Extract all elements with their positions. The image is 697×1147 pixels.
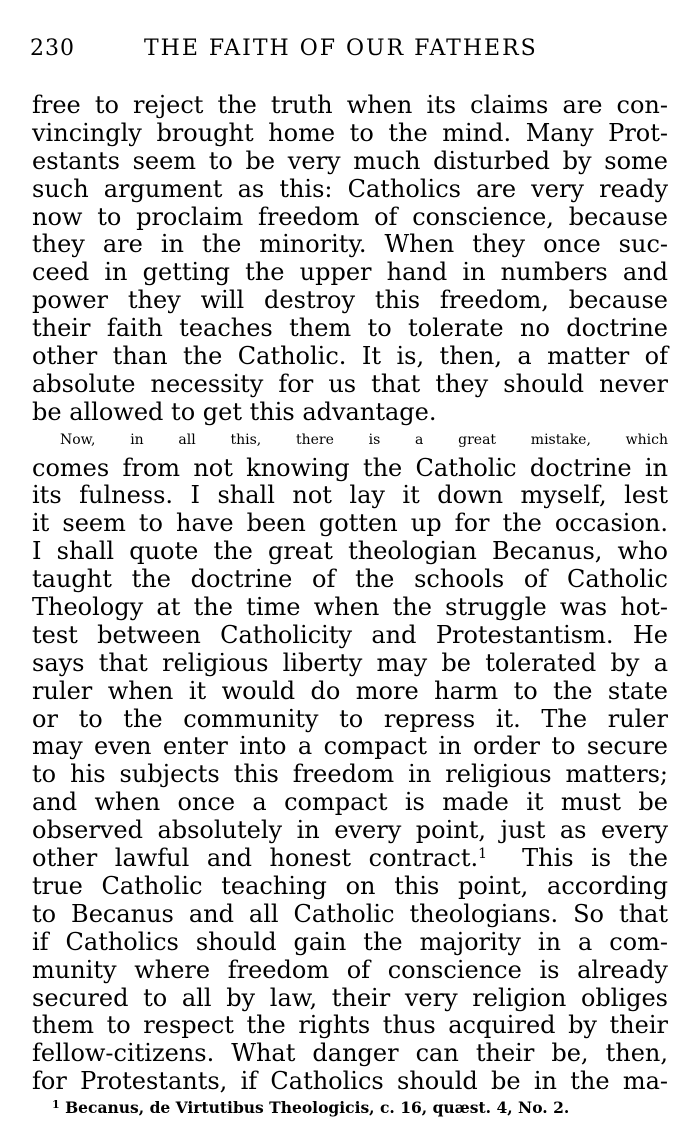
running-head	[30, 34, 670, 64]
text-line: free to reject the truth when its claims are con-	[32, 91, 668, 119]
text-line: or to the community to repress it. The ruler	[32, 704, 668, 733]
text-line: Theology at the time when the struggle was hot-	[32, 593, 668, 622]
text-line: if Catholics should gain the majority in a com-	[32, 927, 668, 956]
text-line: its fulness. I shall not lay it down myself, lest	[32, 481, 668, 510]
text-line: to his subjects this freedom in religious matters;	[32, 760, 668, 789]
text-line: vincingly brought home to the mind. Many Prot-	[32, 118, 668, 147]
text-line: now to proclaim freedom of conscience, because	[32, 202, 668, 231]
text-segment: other lawful and honest contract.	[32, 844, 479, 873]
footnote-reference: 1	[478, 846, 488, 863]
text-line: ruler when it would do more harm to the state	[32, 676, 668, 705]
text-line: I shall quote the great theologian Becanus, who	[32, 537, 668, 566]
footnote-marker: 1	[52, 1098, 60, 1111]
text-line: power they will destroy this freedom, because	[32, 286, 668, 315]
text-line: observed absolutely in every point, just as every	[32, 816, 668, 845]
text-line: comes from not knowing the Catholic doctrine in	[32, 453, 668, 482]
text-line: may even enter into a compact in order to secure	[32, 732, 668, 761]
text-line: to Becanus and all Catholic theologians. So that	[32, 899, 668, 928]
book-title: THE FAITH OF OUR FATHERS	[144, 36, 538, 61]
text-line: their faith teaches them to tolerate no doctrine	[32, 314, 668, 343]
text-line: other than the Catholic. It is, then, a matter of	[32, 342, 668, 371]
text-line: be allowed to get this advantage.	[32, 397, 437, 426]
text-line: they are in the minority. When they once suc-	[32, 230, 668, 259]
page-number: 230	[30, 36, 75, 61]
text-line: for Protestants, if Catholics should be in the ma-	[32, 1067, 668, 1096]
text-segment: This is the	[487, 844, 668, 873]
text-line: munity where freedom of conscience is already	[32, 955, 668, 984]
text-line: says that religious liberty may be tolerated by a	[32, 648, 668, 677]
footnote-text: Becanus, de Virtutibus Theologicis, c. 16, quæst. 4, No. 2.	[65, 1098, 570, 1117]
text-line: and when once a compact is made it must be	[32, 788, 668, 817]
text-line: absolute necessity for us that they should never	[32, 369, 668, 398]
text-line: them to respect the rights thus acquired by their	[32, 1011, 668, 1040]
text-line: ceed in getting the upper hand in numbers and	[32, 258, 668, 287]
text-line: Now, in all this, there is a great mistake, which	[60, 431, 668, 448]
text-line: true Catholic teaching on this point, according	[32, 871, 668, 900]
text-line: taught the doctrine of the schools of Catholic	[32, 565, 668, 594]
text-line: secured to all by law, their very religion obliges	[32, 983, 668, 1012]
footnote	[52, 1096, 652, 1120]
text-line: it seem to have been gotten up for the occasion.	[32, 509, 668, 538]
text-line: test between Catholicity and Protestantism. He	[32, 620, 668, 649]
text-line: fellow-citizens. What danger can their be, then,	[32, 1039, 668, 1068]
text-line: estants seem to be very much disturbed by some	[32, 146, 668, 175]
text-line-with-footnote-ref	[32, 845, 668, 873]
body-text	[32, 92, 668, 1096]
text-line: such argument as this: Catholics are very ready	[32, 174, 668, 203]
